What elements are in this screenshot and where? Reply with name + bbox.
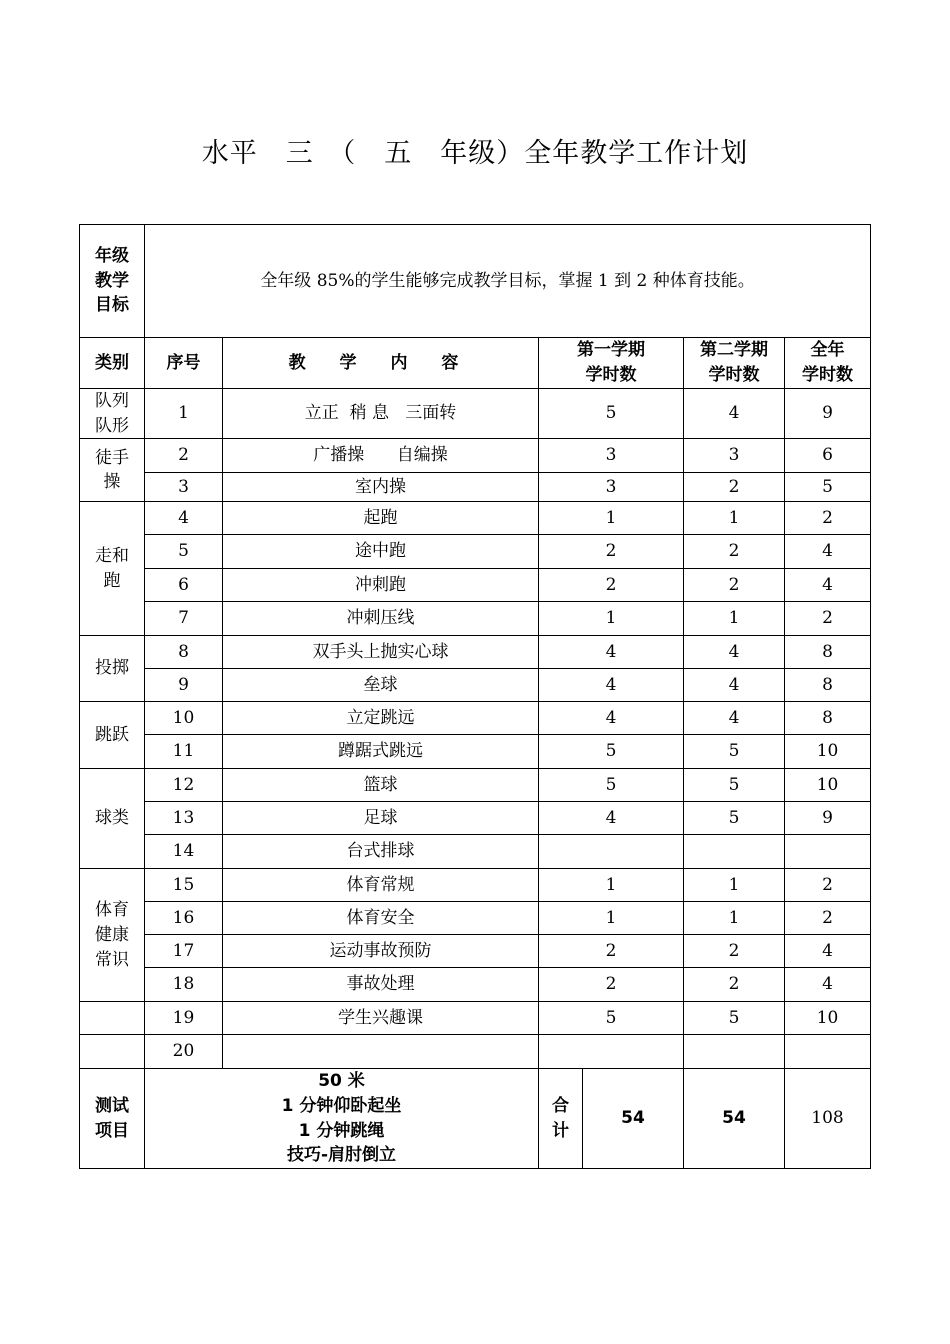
table-row: [80, 389, 871, 439]
category-cell: [80, 1002, 145, 1035]
row-content: 立定跳远: [223, 702, 539, 735]
row-term1: 3: [539, 439, 684, 473]
table-row: [80, 835, 871, 869]
table-row: [80, 968, 871, 1002]
row-content: 蹲踞式跳远: [223, 735, 539, 769]
row-term1: 4: [539, 669, 684, 702]
header-index: 序号: [145, 338, 223, 389]
row-term1: 1: [539, 869, 684, 902]
row-term1: 4: [539, 636, 684, 669]
row-term1: 5: [539, 735, 684, 769]
table-row: [80, 636, 871, 669]
table-row: [80, 902, 871, 935]
row-content: 垒球: [223, 669, 539, 702]
row-total: 9: [785, 802, 871, 835]
category-cell: [80, 1035, 145, 1069]
row-total: 4: [785, 569, 871, 602]
row-total: 6: [785, 439, 871, 473]
header-term1: 第一学期 学时数: [539, 338, 684, 389]
row-content: 广播操 自编操: [223, 439, 539, 473]
row-term1: 2: [539, 535, 684, 569]
row-index: 19: [145, 1002, 223, 1035]
category-cell: 跳跃: [80, 702, 145, 769]
table-row: [80, 735, 871, 769]
row-term2: 1: [684, 902, 785, 935]
row-content: 体育常规: [223, 869, 539, 902]
category-cell: 徒手 操: [80, 439, 145, 502]
sum-total: 108: [785, 1069, 871, 1169]
category-cell: 走和 跑: [80, 502, 145, 636]
row-total: 8: [785, 636, 871, 669]
row-term2: [684, 835, 785, 869]
goal-row: [80, 225, 871, 338]
row-term2: 1: [684, 869, 785, 902]
sum-term2: 54: [684, 1069, 785, 1169]
table-row: [80, 935, 871, 968]
header-year: 全年 学时数: [785, 338, 871, 389]
table-row: [80, 569, 871, 602]
row-total: 10: [785, 769, 871, 802]
row-index: 5: [145, 535, 223, 569]
header-content: 教 学 内 容: [223, 338, 539, 389]
sum-label: 合 计: [539, 1069, 583, 1169]
row-total: [785, 1035, 871, 1069]
row-total: 5: [785, 473, 871, 502]
row-index: 17: [145, 935, 223, 968]
goal-label: 年级 教学 目标: [80, 225, 145, 338]
row-content: 立正 稍 息 三面转: [223, 389, 539, 439]
row-total: 8: [785, 702, 871, 735]
row-term1: 4: [539, 802, 684, 835]
table-row: [80, 602, 871, 636]
test-row: [80, 1069, 871, 1169]
row-index: 3: [145, 473, 223, 502]
row-term2: 2: [684, 473, 785, 502]
row-index: 13: [145, 802, 223, 835]
row-term1: 5: [539, 769, 684, 802]
row-term2: 1: [684, 602, 785, 636]
table-row: [80, 473, 871, 502]
row-term1: 3: [539, 473, 684, 502]
category-cell: 投掷: [80, 636, 145, 702]
row-term1: [539, 835, 684, 869]
row-content: 台式排球: [223, 835, 539, 869]
row-total: 2: [785, 602, 871, 636]
row-index: 12: [145, 769, 223, 802]
teaching-plan-table: [79, 224, 871, 1169]
row-total: 2: [785, 902, 871, 935]
row-term2: 2: [684, 935, 785, 968]
table-row: [80, 535, 871, 569]
row-content: 篮球: [223, 769, 539, 802]
row-term2: 5: [684, 769, 785, 802]
row-term1: 2: [539, 935, 684, 968]
row-content: 室内操: [223, 473, 539, 502]
row-total: 10: [785, 1002, 871, 1035]
row-content: [223, 1035, 539, 1069]
row-term1: 1: [539, 502, 684, 535]
table-row: [80, 669, 871, 702]
category-cell: 队列 队形: [80, 389, 145, 439]
row-content: 学生兴趣课: [223, 1002, 539, 1035]
row-term2: 2: [684, 535, 785, 569]
row-total: 2: [785, 502, 871, 535]
row-term1: 5: [539, 389, 684, 439]
row-term2: 4: [684, 669, 785, 702]
row-index: 9: [145, 669, 223, 702]
sum-term1: 54: [583, 1069, 684, 1169]
table-row: [80, 869, 871, 902]
row-index: 11: [145, 735, 223, 769]
row-term1: 2: [539, 968, 684, 1002]
row-total: 2: [785, 869, 871, 902]
row-term2: 4: [684, 389, 785, 439]
row-index: 18: [145, 968, 223, 1002]
row-term2: 3: [684, 439, 785, 473]
table-row: [80, 502, 871, 535]
table-row: [80, 1035, 871, 1069]
table-row: [80, 802, 871, 835]
row-total: 9: [785, 389, 871, 439]
row-total: 10: [785, 735, 871, 769]
table-row: [80, 439, 871, 473]
row-term2: 2: [684, 968, 785, 1002]
row-content: 途中跑: [223, 535, 539, 569]
row-term1: 2: [539, 569, 684, 602]
row-content: 事故处理: [223, 968, 539, 1002]
row-term2: 4: [684, 702, 785, 735]
row-total: 4: [785, 535, 871, 569]
row-term2: [684, 1035, 785, 1069]
goal-text: 全年级 85%的学生能够完成教学目标，掌握 1 到 2 种体育技能。: [145, 225, 871, 338]
table-row: [80, 769, 871, 802]
row-content: 运动事故预防: [223, 935, 539, 968]
row-index: 20: [145, 1035, 223, 1069]
table-row: [80, 1002, 871, 1035]
row-total: 8: [785, 669, 871, 702]
row-index: 1: [145, 389, 223, 439]
row-index: 2: [145, 439, 223, 473]
row-index: 14: [145, 835, 223, 869]
test-label: 测试 项目: [80, 1069, 145, 1169]
header-row: [80, 338, 871, 389]
page-title: 水平 三 （ 五 年级）全年教学工作计划: [201, 138, 749, 169]
row-content: 足球: [223, 802, 539, 835]
row-term1: 1: [539, 902, 684, 935]
row-term2: 5: [684, 735, 785, 769]
row-index: 15: [145, 869, 223, 902]
row-term2: 2: [684, 569, 785, 602]
test-items: 50 米 1 分钟仰卧起坐 1 分钟跳绳 技巧-肩肘倒立: [145, 1069, 539, 1169]
row-term1: [539, 1035, 684, 1069]
row-term2: 1: [684, 502, 785, 535]
row-index: 16: [145, 902, 223, 935]
row-content: 起跑: [223, 502, 539, 535]
header-term2: 第二学期 学时数: [684, 338, 785, 389]
row-total: 4: [785, 968, 871, 1002]
row-index: 6: [145, 569, 223, 602]
category-cell: 球类: [80, 769, 145, 869]
row-term2: 5: [684, 1002, 785, 1035]
row-content: 冲刺压线: [223, 602, 539, 636]
row-index: 7: [145, 602, 223, 636]
header-category: 类别: [80, 338, 145, 389]
row-index: 8: [145, 636, 223, 669]
table-row: [80, 702, 871, 735]
row-content: 冲刺跑: [223, 569, 539, 602]
row-content: 体育安全: [223, 902, 539, 935]
row-content: 双手头上抛实心球: [223, 636, 539, 669]
row-term1: 4: [539, 702, 684, 735]
row-index: 4: [145, 502, 223, 535]
row-total: [785, 835, 871, 869]
row-term2: 4: [684, 636, 785, 669]
row-total: 4: [785, 935, 871, 968]
row-term2: 5: [684, 802, 785, 835]
row-index: 10: [145, 702, 223, 735]
row-term1: 1: [539, 602, 684, 636]
row-term1: 5: [539, 1002, 684, 1035]
category-cell: 体育 健康 常识: [80, 869, 145, 1002]
